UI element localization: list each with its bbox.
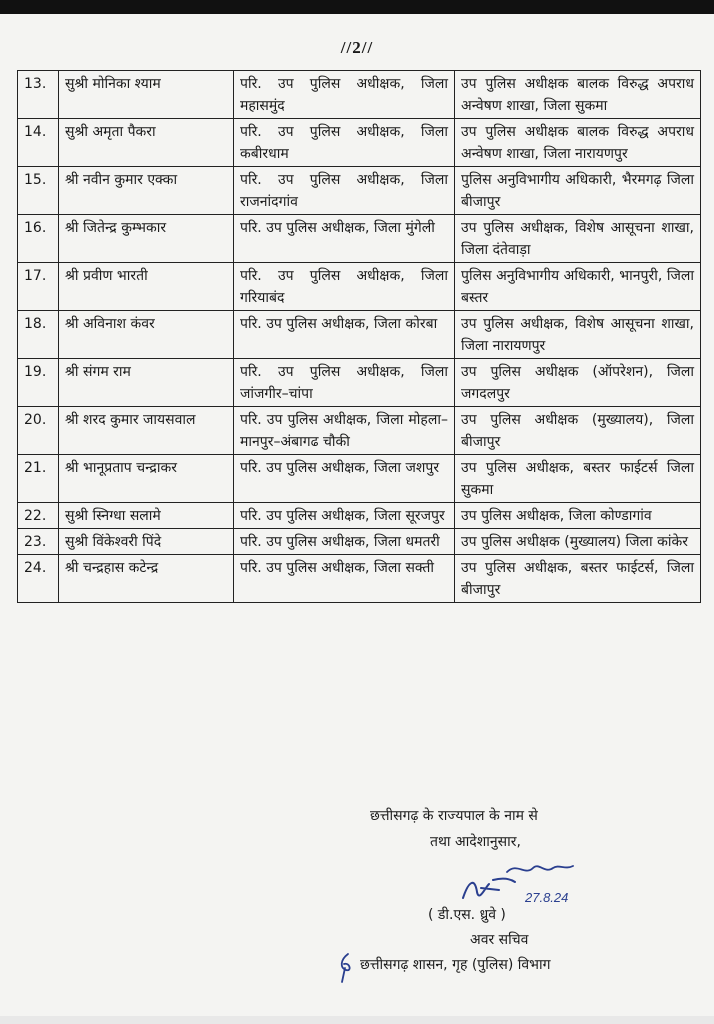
- row-number: 16.: [18, 215, 59, 263]
- current-posting: परि. उप पुलिस अधीक्षक, जिला जशपुर: [234, 455, 455, 503]
- row-number: 19.: [18, 359, 59, 407]
- new-posting: उप पुलिस अधीक्षक, बस्तर फाईटर्स जिला सुकमा: [455, 455, 701, 503]
- officer-name: श्री अविनाश कंवर: [59, 311, 234, 359]
- table-row: [18, 167, 701, 215]
- current-posting: परि. उप पुलिस अधीक्षक, जिला जांजगीर–चांपा: [234, 359, 455, 407]
- authority-line: छत्तीसगढ़ के राज्यपाल के नाम से: [370, 808, 538, 824]
- officer-name: श्री नवीन कुमार एक्का: [59, 167, 234, 215]
- officer-name: सुश्री मोनिका श्याम: [59, 71, 234, 119]
- table-row: [18, 407, 701, 455]
- current-posting: परि. उप पुलिस अधीक्षक, जिला कोरबा: [234, 311, 455, 359]
- row-number: 24.: [18, 555, 59, 603]
- transfer-table: [17, 70, 701, 603]
- new-posting: उप पुलिस अधीक्षक, जिला कोण्डागांव: [455, 503, 701, 529]
- new-posting: पुलिस अनुविभागीय अधिकारी, भानपुरी, जिला बस्तर: [455, 263, 701, 311]
- table-row: [18, 71, 701, 119]
- signature-date: 27.8.24: [525, 890, 569, 905]
- new-posting: उप पुलिस अधीक्षक बालक विरुद्ध अपराध अन्वेषण शाखा, जिला सुकमा: [455, 71, 701, 119]
- order-line: तथा आदेशानुसार,: [430, 834, 521, 850]
- row-number: 22.: [18, 503, 59, 529]
- signature-scribble: [455, 858, 595, 910]
- table-row: [18, 359, 701, 407]
- current-posting: परि. उप पुलिस अधीक्षक, जिला महासमुंद: [234, 71, 455, 119]
- current-posting: परि. उप पुलिस अधीक्षक, जिला सक्ती: [234, 555, 455, 603]
- new-posting: पुलिस अनुविभागीय अधिकारी, भैरमगढ़ जिला बीजापुर: [455, 167, 701, 215]
- initial-mark: [336, 950, 358, 988]
- row-number: 13.: [18, 71, 59, 119]
- row-number: 15.: [18, 167, 59, 215]
- officer-name: सुश्री विंकेश्वरी पिंदे: [59, 529, 234, 555]
- row-number: 21.: [18, 455, 59, 503]
- row-number: 23.: [18, 529, 59, 555]
- signer-designation: अवर सचिव: [470, 932, 529, 948]
- officer-name: सुश्री स्निग्धा सलामे: [59, 503, 234, 529]
- officer-name: श्री संगम राम: [59, 359, 234, 407]
- current-posting: परि. उप पुलिस अधीक्षक, जिला गरियाबंद: [234, 263, 455, 311]
- officer-name: श्री जितेन्द्र कुम्भकार: [59, 215, 234, 263]
- officer-name: श्री शरद कुमार जायसवाल: [59, 407, 234, 455]
- signer-name: ( डी.एस. ध्रुवे ): [428, 907, 506, 923]
- officer-name: श्री चन्द्रहास कटेन्द्र: [59, 555, 234, 603]
- table-row: [18, 455, 701, 503]
- current-posting: परि. उप पुलिस अधीक्षक, जिला धमतरी: [234, 529, 455, 555]
- page-number: //2//: [340, 38, 374, 57]
- officer-name: सुश्री अमृता पैकरा: [59, 119, 234, 167]
- bottom-band: [0, 1016, 714, 1024]
- table-row: [18, 555, 701, 603]
- new-posting: उप पुलिस अधीक्षक (ऑपरेशन), जिला जगदलपुर: [455, 359, 701, 407]
- current-posting: परि. उप पुलिस अधीक्षक, जिला मुंगेली: [234, 215, 455, 263]
- current-posting: परि. उप पुलिस अधीक्षक, जिला राजनांदगांव: [234, 167, 455, 215]
- top-dark-band: [0, 0, 714, 14]
- row-number: 17.: [18, 263, 59, 311]
- table-row: [18, 311, 701, 359]
- table-body: [18, 71, 701, 603]
- current-posting: परि. उप पुलिस अधीक्षक, जिला कबीरधाम: [234, 119, 455, 167]
- row-number: 20.: [18, 407, 59, 455]
- department-line: छत्तीसगढ़ शासन, गृह (पुलिस) विभाग: [360, 957, 551, 973]
- new-posting: उप पुलिस अधीक्षक, विशेष आसूचना शाखा, जिला नारायणपुर: [455, 311, 701, 359]
- table-row: [18, 503, 701, 529]
- new-posting: उप पुलिस अधीक्षक (मुख्यालय), जिला बीजापुर: [455, 407, 701, 455]
- row-number: 18.: [18, 311, 59, 359]
- new-posting: उप पुलिस अधीक्षक बालक विरुद्ध अपराध अन्वेषण शाखा, जिला नारायणपुर: [455, 119, 701, 167]
- new-posting: उप पुलिस अधीक्षक, बस्तर फाईटर्स, जिला बीजापुर: [455, 555, 701, 603]
- new-posting: उप पुलिस अधीक्षक, विशेष आसूचना शाखा, जिला दंतेवाड़ा: [455, 215, 701, 263]
- current-posting: परि. उप पुलिस अधीक्षक, जिला सूरजपुर: [234, 503, 455, 529]
- officer-name: श्री भानूप्रताप चन्द्राकर: [59, 455, 234, 503]
- row-number: 14.: [18, 119, 59, 167]
- table-row: [18, 263, 701, 311]
- table-row: [18, 529, 701, 555]
- table-row: [18, 215, 701, 263]
- current-posting: परि. उप पुलिस अधीक्षक, जिला मोहला–मानपुर–अंबागढ चौकी: [234, 407, 455, 455]
- officer-name: श्री प्रवीण भारती: [59, 263, 234, 311]
- new-posting: उप पुलिस अधीक्षक (मुख्यालय) जिला कांकेर: [455, 529, 701, 555]
- table-row: [18, 119, 701, 167]
